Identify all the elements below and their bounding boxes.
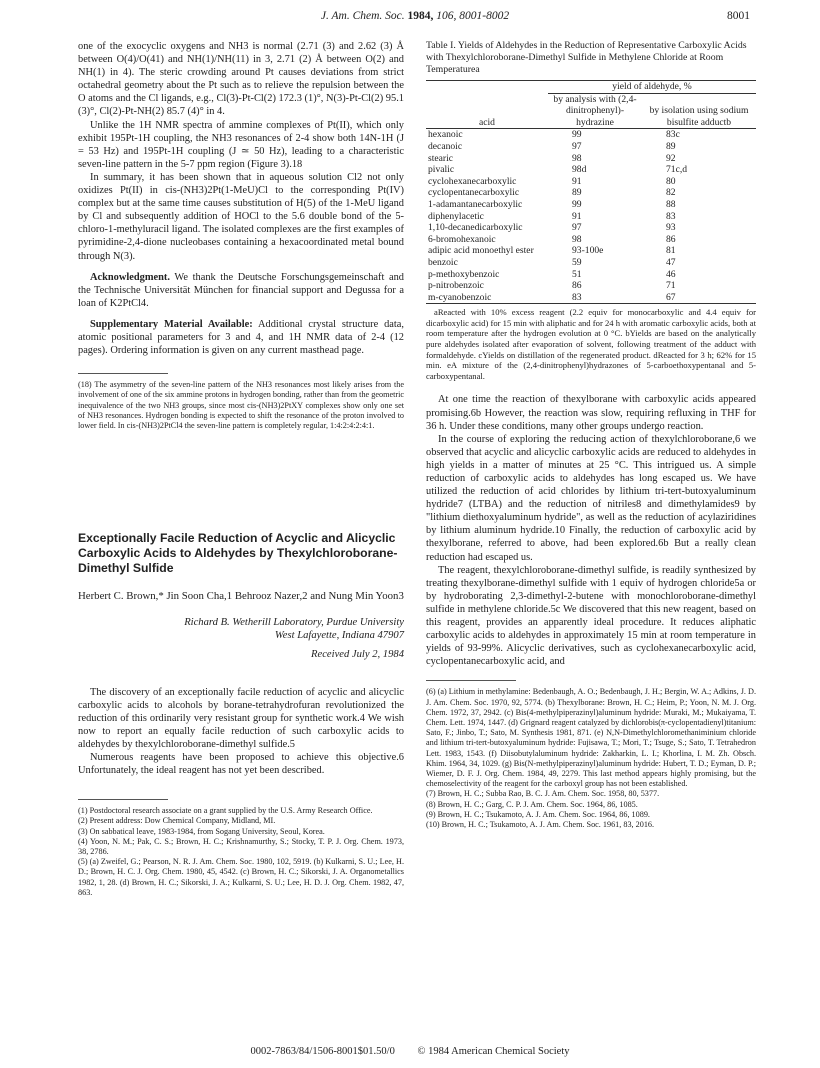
cell-analysis-yield: 98: [572, 152, 582, 164]
cell-isolation-yield: 47: [666, 256, 676, 268]
acknowledgment-label: Acknowledgment.: [90, 271, 170, 283]
footnote-divider-right: [426, 680, 516, 681]
copyright: © 1984 American Chemical Society: [417, 1046, 570, 1057]
article-title: Exceptionally Facile Reduction of Acyclic and Alicyclic Carboxylic Acids to Aldehydes by Thexylchloroborane-Dimethyl Sulfide: [78, 531, 398, 576]
footnote-8: (8) Brown, H. C.; Garg, C. P. J. Am. Chem. Soc. 1964, 86, 1085.: [426, 799, 638, 809]
table-row: [426, 176, 756, 188]
cell-analysis-yield: 89: [572, 187, 582, 199]
cell-isolation-yield: 67: [666, 291, 676, 303]
running-header: [80, 10, 750, 28]
table-row: [426, 257, 756, 269]
cell-isolation-yield: 88: [666, 198, 676, 210]
page-number: 8001: [727, 10, 750, 22]
cell-isolation-yield: 86: [666, 233, 676, 245]
supplementary-material: [78, 318, 404, 357]
acknowledgment: [78, 271, 404, 310]
table-row: [426, 199, 756, 211]
cell-acid: benzoic: [428, 256, 458, 268]
cell-isolation-yield: 89: [666, 140, 676, 152]
table-row: [426, 245, 756, 257]
cell-analysis-yield: 98: [572, 233, 582, 245]
body-paragraph-1: At one time the reaction of thexylborane with carboxylic acids appeared promising.6b However, the reaction was slow, requiring refluxing in THF for 36 h. Under these conditions, many other groups undergo reaction.: [426, 394, 756, 432]
cell-analysis-yield: 99: [572, 198, 582, 210]
cell-acid: 1,10-decanedicarboxylic: [428, 222, 523, 234]
cell-isolation-yield: 46: [666, 268, 676, 280]
cell-analysis-yield: 98d: [572, 164, 587, 176]
table-row: [426, 222, 756, 234]
cell-isolation-yield: 82: [666, 187, 676, 199]
footnote-divider-bottom: [78, 799, 168, 800]
cell-acid: decanoic: [428, 140, 463, 152]
cell-analysis-yield: 83: [572, 291, 582, 303]
journal-citation: [80, 10, 750, 22]
table-row: [426, 211, 756, 223]
body-paragraph-3: The reagent, thexylchloroborane-dimethyl sulfide, is readily synthesized by treating thexylborane-dimethyl sulfide with 1 equiv of hydrogen chloride5a or by hydroborating 2,3-dimethyl-2-butene with monochloroborane-dimethyl sulfide in methylene chloride.5c We discovered that this new reagent, based on this reagent, provides an apparently ideal procedure. It reduces aliphatic carboxylic acids to aldehydes in approximately 15 min at room temperature in yields of 93-99%. Alicyclic derivatives, such as cyclohexanecarboxylic acid, cyclopentanecarboxylic acid, and: [426, 564, 756, 668]
table-caption: Table I. Yields of Aldehydes in the Reduction of Representative Carboxylic Acids with Thexylchloroborane-Dimethyl Sulfide in Methylene Chloride at Room Temperaturea: [426, 40, 747, 75]
cell-isolation-yield: 93: [666, 222, 676, 234]
footnote-2: (2) Present address: Dow Chemical Company, Midland, MI.: [78, 816, 276, 826]
cell-analysis-yield: 91: [572, 210, 582, 222]
affiliation: [78, 616, 404, 643]
table-row: [426, 153, 756, 165]
cell-acid: p-nitrobenzoic: [428, 280, 484, 292]
cell-acid: cyclopentanecarboxylic: [428, 187, 520, 199]
footnote-9: (9) Brown, H. C.; Tsukamoto, A. J. Am. Chem. Soc. 1964, 86, 1089.: [426, 809, 650, 819]
author-list: Herbert C. Brown,* Jin Soon Cha,1 Behrooz Nazer,2 and Nung Min Yoon3: [78, 590, 404, 603]
cell-isolation-yield: 80: [666, 175, 676, 187]
cell-acid: m-cyanobenzoic: [428, 291, 492, 303]
footnote-4: (4) Yoon, N. M.; Pak, C. S.; Brown, H. C.; Krishnamurthy, S.; Stocky, T. P. J. Org. Chem. 1973, 38, 2786.: [78, 836, 404, 857]
footnotes-right: [426, 687, 756, 830]
footnote-10: (10) Brown, H. C.; Tsukamoto, A. J. Am. Chem. Soc. 1961, 83, 2016.: [426, 820, 655, 830]
footnote-18: (18) The asymmetry of the seven-line pattern of the NH3 resonances most likely arises from the involvement of one of the six ammine protons in hydrogen bonding, rather than from the geometric inequivalence of the two NH3 groups, since most cis-(NH3)2PtXY complexes show only one set of NH3 resonances. Hydrogen bonding is expected to shift the resonance of the proton involved to lower field. In cis-(NH3)2PtCl4 the seven-line pattern is completely regular, 1:4:2:4:2:4:1.: [78, 380, 404, 430]
acknowledgment-text: We thank the Deutsche Forschungsgemeinschaft and the Technische Universität München for financial support and Degussa for a loan of K2PtCl4.: [78, 271, 404, 309]
table-row: [426, 164, 756, 176]
cell-analysis-yield: 59: [572, 256, 582, 268]
abstract-paragraph-2: Numerous reagents have been proposed to achieve this objective.6 Unfortunately, the ideal reagent has not yet been described.: [78, 752, 404, 777]
table-body: [426, 129, 756, 304]
right-column: [426, 40, 756, 830]
footnote-7: (7) Brown, H. C.; Subba Rao, B. C. J. Am. Chem. Soc. 1958, 80, 5377.: [426, 789, 660, 799]
cell-isolation-yield: 83: [666, 210, 676, 222]
cell-acid: hexanoic: [428, 129, 463, 141]
cell-isolation-yield: 81: [666, 245, 676, 257]
table-row: [426, 234, 756, 246]
affiliation-line-1: Richard B. Wetherill Laboratory, Purdue University: [184, 616, 404, 628]
continued-paragraph: one of the exocyclic oxygens and NH3 is normal (2.71 (3) and 2.62 (3) Å between O(4)/O(41) and NH(1)/NH(11) in 3, 2.71 (2) Å between O(2) and NH(1) in 4). The steric crowding around Pt causes deviations from strict octahedral geometry about the Pt such as to relieve the repulsion between the O atoms and the Cl ligands, e.g., Cl(3)-Pt-Cl(2) 172.3 (1)°, N(3)-Pt-Cl(2) 95.1 (3)°, Cl(2)-Pt-NH(2) 85.7 (4)° in 4.: [78, 41, 404, 118]
table-row: [426, 141, 756, 153]
received-date: Received July 2, 1984: [311, 649, 404, 661]
cell-acid: cyclohexanecarboxylic: [428, 175, 517, 187]
cell-acid: 1-adamantanecarboxylic: [428, 198, 523, 210]
journal-year: 1984,: [407, 10, 434, 22]
footnote-divider: [78, 373, 168, 374]
affiliation-line-2: West Lafayette, Indiana 47907: [274, 630, 404, 642]
cell-isolation-yield: 71c,d: [666, 164, 688, 176]
journal-name: J. Am. Chem. Soc.: [320, 10, 405, 22]
cell-acid: stearic: [428, 152, 454, 164]
cell-isolation-yield: 71: [666, 280, 676, 292]
footnote-3: (3) On sabbatical leave, 1983-1984, from Sogang University, Seoul, Korea.: [78, 826, 325, 836]
cell-acid: 6-bromohexanoic: [428, 233, 496, 245]
nmr-paragraph: Unlike the 1H NMR spectra of ammine complexes of Pt(II), which only exhibit 195Pt-1H coupling, the NH3 resonances of 2-4 show both 14N-1H (J = 53 Hz) and 195Pt-1H coupling (J ≃ 50 Hz), leading to a characteristic seven-line pattern in the 5-7 ppm region (Figure 3).18: [78, 119, 404, 170]
footnotes-left: [78, 806, 404, 898]
cell-analysis-yield: 86: [572, 280, 582, 292]
table-row: [426, 129, 756, 141]
summary-paragraph: In summary, it has been shown that in aqueous solution Cl2 not only oxidizes Pt(II) in cis-(NH3)2Pt(1-MeU)Cl to the corresponding Pt(IV) complex but at the same time causes substitution of H(5) of the 1-MeU ligand by Cl and subsequently addition of HOCl to the 5.6 double bond of the 5-chloro-1-methyluracil ligand. The isolated complexes are the first examples of pyrimidine-2,4-dione nucleobases containing a hexacoordinated metal bound through N(3).: [78, 171, 404, 262]
footnote-5: (5) (a) Zweifel, G.; Pearson, N. R. J. Am. Chem. Soc. 1980, 102, 5919. (b) Kulkarni, S. U.; Lee, H. D.; Brown, H. C. J. Org. Chem. 1980, 45, 4542. (c) Brown, H. C.; Sikorski, J. A. Organometallics 1982, 1, 28. (d) Brown, H. C.; Sikorski, J. A.; Kulkarni, S. U.; Lee, H. D. J. Org. Chem. 1982, 47, 863.: [78, 857, 404, 897]
footnote-6: (6) (a) Lithium in methylamine: Bedenbaugh, A. O.; Bedenbaugh, J. H.; Bergin, W. A.; Adkins, J. D. J. Am. Chem. Soc. 1970, 92, 5774. (b) Thexylborane: Brown, H. C.; Heim, P.; Yoon, N. M. J. Org. Chem. 1972, 37, 2942. (c) Bis(4-methylpiperazinyl)aluminum hydride: Muraki, M.; Mukaiyama, T. Chem. Lett. 1974, 1447. (d) Grignard reagent catalyzed by dichlorobis(π-cyclopentadienyl)titanium: Sato, F.; Jinbo, T.; Sato, M. Synthesis 1981, 871. (e) N,N-Dimethylchloromethaniminium chloride and lithium tri-tert-butoxyaluminum hydride: Fujisawa, T.; Mori, T.; Tsuge, S.; Sato, T. Tetrahedron Lett. 1983, 1543. (f) Diisobutylaluminum hydride: Zakharkin, L. I.; Khorlina, I. M. Zh. Obsch. Khim. 1964, 34, 1029. (g) Bis(N-methylpiperazinyl)aluminum hydride: Hubert, T. D.; Eyman, D. P.; Wiemer, D. F. J. Org. Chem. 1984, 49, 2279. This last method appears highly promising, but the chemoselectivity of the reagent for the carboxyl group has not been established.: [426, 687, 756, 789]
cell-analysis-yield: 91: [572, 175, 582, 187]
col-header-acid: acid: [426, 81, 548, 129]
cell-acid: adipic acid monoethyl ester: [428, 245, 534, 257]
page-footer: [0, 1046, 820, 1057]
yield-table: [426, 80, 756, 304]
table-footnotes: aReacted with 10% excess reagent (2.2 equiv for monocarboxylic and 4.4 equiv for dicarboxylic acid) for 15 min with aliphatic and for 24 h with aromatic carboxylic acids, both at room temperature after the hydrogen evolution at 0 °C. bYields are based on the analytically pure aldehydes isolated after evaporation of solvent, following treatment of the adduct with formaldehyde. cYields on distillation of the regenerated product. dReacted for 3 h; 62% for 15 min. eA mixture of the (2,4-dinitrophenyl)hydrazones of 5-carboethoxypentanal and 5-carboxypentanal.: [426, 307, 756, 381]
left-column: [78, 40, 404, 898]
abstract-paragraph-1: The discovery of an exceptionally facile reduction of acyclic and alicyclic carboxylic acids to alcohols by borane-tetrahydrofuran revolutionized the reduction of this ordinarily very resistant group for synthetic work.4 We wish now to report an equally facile reduction of such carboxylic acids to aldehydes by thexylchloroborane-dimethyl sulfide.5: [78, 686, 404, 750]
col-header-isolation: by isolation using sodium bisulfite adductb: [649, 105, 749, 128]
article-code: 0002-7863/84/1506-8001$01.50/0: [250, 1046, 395, 1057]
col-header-analysis: by analysis with (2,4-dinitrophenyl)-hydrazine: [553, 93, 637, 128]
supplementary-label: Supplementary Material Available:: [90, 318, 253, 330]
table-row: [426, 280, 756, 292]
cell-isolation-yield: 92: [666, 152, 676, 164]
cell-analysis-yield: 99: [572, 129, 582, 141]
cell-acid: pivalic: [428, 164, 455, 176]
cell-acid: p-methoxybenzoic: [428, 268, 500, 280]
supplementary-text: Additional crystal structure data, atomic positional parameters for 3 and 4, and 1H NMR data of 2-4 (12 pages). Ordering information is given on any current masthead page.: [78, 318, 404, 357]
cell-acid: diphenylacetic: [428, 210, 484, 222]
cell-analysis-yield: 97: [572, 140, 582, 152]
table-row: [426, 187, 756, 199]
footnote-1: (1) Postdoctoral research associate on a grant supplied by the U.S. Army Research Office.: [78, 806, 373, 816]
col-group-header: yield of aldehyde, %: [548, 81, 756, 94]
cell-analysis-yield: 93-100e: [572, 245, 604, 257]
cell-analysis-yield: 97: [572, 222, 582, 234]
table-row: [426, 292, 756, 304]
journal-volume-pages: 106, 8001-8002: [436, 10, 510, 22]
body-paragraph-2: In the course of exploring the reducing action of thexylchloroborane,6 we observed that acyclic and alicyclic carboxylic acids are reduced to aldehydes in high yields in a matter of minutes at 25 °C. This intrigued us. A simple reduction of carboxylic acids to aldehydes has long escaped us. We have utilized the reduction of acid chlorides by lithium tri-tert-butoxyaluminum hydride7 (LTBA) and the reduction of nitriles8 and dimethylamides9 by "lithium diethoxyaluminum hydride", as well as the reduction of acylaziridines by lithium aluminum hydride.10 Finally, the reduction of carboxylic acid by thexylborane, referred to above, had been explored.6b But a really clean reduction had escaped us.: [426, 433, 756, 563]
table-row: [426, 269, 756, 281]
cell-analysis-yield: 51: [572, 268, 582, 280]
cell-isolation-yield: 83c: [666, 129, 680, 141]
